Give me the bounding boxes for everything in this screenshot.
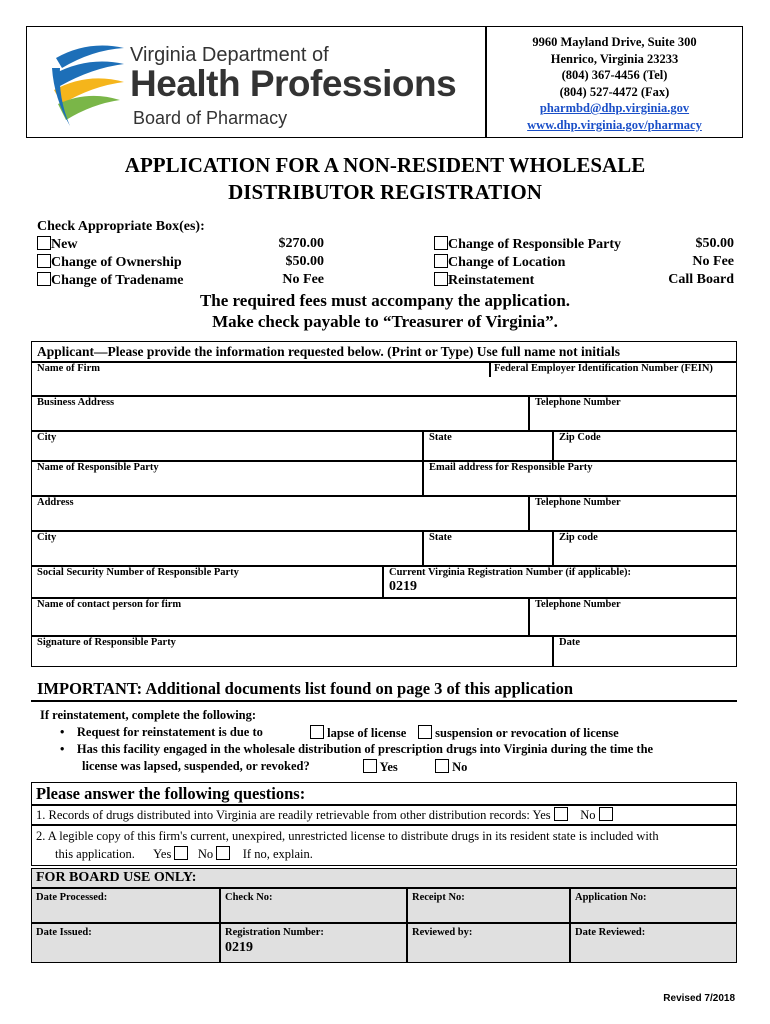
- field-responsible-party[interactable]: [32, 460, 422, 495]
- field-label: Signature of Responsible Party: [37, 637, 176, 648]
- fees-note: [0, 290, 770, 332]
- bullet-icon: •: [60, 742, 65, 756]
- option-label: Yes: [153, 847, 172, 861]
- title-line-2: DISTRIBUTOR REGISTRATION: [228, 180, 542, 204]
- field-signature[interactable]: [32, 635, 552, 666]
- field-state-1[interactable]: [424, 430, 552, 460]
- bullet-text: Has this facility engaged in the wholesale distribution of prescription drugs into Virginia during the time the: [76, 742, 654, 756]
- field-address[interactable]: [32, 495, 528, 530]
- option-change-location[interactable]: [434, 254, 565, 271]
- revised-date: Revised 7/2018: [663, 993, 735, 1004]
- applicant-form: [31, 341, 737, 667]
- fee-change-location: No Fee: [692, 254, 734, 269]
- field-date-reviewed[interactable]: Date Reviewed:: [575, 927, 646, 938]
- checkbox-no[interactable]: [216, 846, 230, 860]
- address-line: (804) 367-4456 (Tel): [561, 68, 668, 82]
- checkbox[interactable]: [434, 272, 448, 286]
- field-label: Business Address: [37, 397, 115, 408]
- reinstatement-heading: If reinstatement, complete the following:: [40, 708, 257, 722]
- field-name-of-firm[interactable]: [32, 361, 489, 395]
- fee-change-responsible-party: $50.00: [695, 236, 734, 251]
- option-label: New: [51, 237, 78, 252]
- question-2-cont: [55, 846, 313, 862]
- important-notice: IMPORTANT: Additional documents list found on page 3 of this application: [37, 679, 574, 698]
- field-label: State: [429, 432, 452, 443]
- field-label: Current Virginia Registration Number (if applicable):: [389, 567, 631, 578]
- field-state-2[interactable]: [424, 530, 552, 565]
- option-label: If no, explain.: [242, 847, 313, 861]
- logo-main-text: Health Professions: [130, 63, 457, 104]
- board-use-box: [31, 868, 737, 963]
- option-label: Reinstatement: [448, 273, 535, 288]
- option-reinstatement[interactable]: [434, 272, 534, 289]
- option-change-tradename[interactable]: [37, 272, 183, 289]
- field-telephone-2[interactable]: [530, 495, 736, 530]
- option-new[interactable]: [37, 236, 77, 253]
- field-label: Telephone Number: [535, 397, 621, 408]
- email-link[interactable]: pharmbd@dhp.virginia.gov: [539, 101, 690, 115]
- va-registration-value: 0219: [389, 579, 417, 594]
- field-date-issued[interactable]: Date Issued:: [36, 927, 92, 938]
- option-label: Change of Ownership: [51, 255, 182, 270]
- field-label: Social Security Number of Responsible Party: [37, 567, 239, 578]
- checkbox-no[interactable]: [599, 807, 613, 821]
- field-ssn[interactable]: [32, 565, 382, 597]
- field-label: Name of contact person for firm: [37, 599, 182, 610]
- reinstatement-bullet-2-cont: license was lapsed, suspended, or revoked?: [82, 759, 310, 773]
- fees-note-line-2: Make check payable to “Treasurer of Virginia”.: [212, 312, 558, 331]
- field-contact-person[interactable]: [32, 597, 528, 635]
- checkbox-yes[interactable]: [554, 807, 568, 821]
- applicant-heading: Applicant—Please provide the information requested below. (Print or Type) Use full name not initials: [37, 344, 620, 359]
- reinstatement-bullet-2: [60, 742, 653, 757]
- field-date-processed[interactable]: Date Processed:: [36, 892, 108, 903]
- checkbox[interactable]: [37, 272, 51, 286]
- field-label: State: [429, 532, 452, 543]
- field-label: Address: [37, 497, 74, 508]
- field-business-address[interactable]: [32, 395, 528, 430]
- field-receipt-no[interactable]: Receipt No:: [412, 892, 465, 903]
- field-zip-2[interactable]: [554, 530, 736, 565]
- reinstatement-bullet-1: [60, 725, 263, 740]
- field-city-2[interactable]: [32, 530, 422, 565]
- field-telephone-1[interactable]: [530, 395, 736, 430]
- divider: [31, 700, 737, 702]
- title-line-1: APPLICATION FOR A NON-RESIDENT WHOLESALE: [124, 153, 646, 177]
- field-label: Email address for Responsible Party: [429, 462, 593, 473]
- dhp-logo-icon: [48, 38, 128, 132]
- question-1: [36, 807, 613, 823]
- field-reviewed-by[interactable]: Reviewed by:: [412, 927, 473, 938]
- option-yes[interactable]: [363, 759, 398, 775]
- questions-heading: Please answer the following questions:: [36, 784, 306, 803]
- address-line: Henrico, Virginia 23233: [550, 51, 679, 66]
- logo-sub-text: Board of Pharmacy: [133, 108, 288, 128]
- option-label: No: [197, 847, 214, 861]
- field-label: Federal Employer Identification Number (FEIN): [494, 363, 713, 374]
- field-label: Registration Number:: [225, 927, 324, 938]
- page-title: [0, 152, 770, 206]
- option-label: Yes: [379, 760, 398, 774]
- fee-change-ownership: $50.00: [285, 254, 324, 269]
- field-registration-number[interactable]: [221, 924, 406, 959]
- field-application-no[interactable]: Application No:: [575, 892, 647, 903]
- address-line: 9960 Mayland Drive, Suite 300: [532, 35, 697, 49]
- checkbox[interactable]: [434, 236, 448, 250]
- field-label: Telephone Number: [535, 497, 621, 508]
- field-date[interactable]: [554, 635, 736, 666]
- field-label: Telephone Number: [535, 599, 621, 610]
- checkbox[interactable]: [418, 725, 432, 739]
- question-text: this application.: [55, 847, 135, 861]
- bullet-icon: •: [60, 725, 65, 739]
- website-link[interactable]: www.dhp.virginia.gov/pharmacy: [527, 117, 702, 132]
- field-label: Zip code: [559, 532, 598, 543]
- logo-dept-text: Virginia Department of: [130, 44, 329, 66]
- check-heading: Check Appropriate Box(es):: [37, 219, 205, 234]
- question-2: 2. A legible copy of this firm's current, unexpired, unrestricted license to distribute drugs in its resident state is included with: [36, 829, 659, 843]
- field-label: Name of Firm: [37, 363, 100, 374]
- address-block: [487, 34, 742, 133]
- option-label: No: [580, 808, 596, 822]
- questions-box: [31, 782, 737, 866]
- option-no[interactable]: [435, 759, 467, 775]
- field-email-responsible-party[interactable]: [424, 460, 736, 495]
- question-text: 1. Records of drugs distributed into Virginia are readily retrievable from other distribution records: Yes: [36, 808, 551, 822]
- option-label: No: [452, 760, 468, 774]
- fee-new: $270.00: [278, 236, 324, 251]
- field-fein[interactable]: [489, 361, 736, 395]
- field-label: City: [37, 532, 57, 543]
- field-label: Date: [559, 637, 580, 648]
- option-change-responsible-party[interactable]: [434, 236, 621, 253]
- field-check-no[interactable]: Check No:: [225, 892, 273, 903]
- checkbox[interactable]: [37, 254, 51, 268]
- field-label: City: [37, 432, 57, 443]
- checkbox[interactable]: [435, 759, 449, 773]
- board-heading: FOR BOARD USE ONLY:: [36, 870, 197, 885]
- option-label: Change of Tradename: [51, 273, 184, 288]
- field-zip-1[interactable]: [554, 430, 736, 460]
- option-label: Change of Location: [448, 255, 566, 270]
- bullet-text: Request for reinstatement is due to: [76, 725, 263, 739]
- option-label: Change of Responsible Party: [448, 237, 622, 252]
- field-telephone-3[interactable]: [530, 597, 736, 635]
- fee-change-tradename: No Fee: [282, 272, 324, 287]
- registration-number-value: 0219: [225, 940, 253, 955]
- option-suspension[interactable]: [418, 725, 619, 741]
- option-lapse[interactable]: [310, 725, 406, 741]
- field-va-registration[interactable]: [384, 565, 736, 597]
- checkbox[interactable]: [37, 236, 51, 250]
- checkbox[interactable]: [434, 254, 448, 268]
- fees-note-line-1: The required fees must accompany the application.: [199, 291, 571, 310]
- field-label: Zip Code: [559, 432, 601, 443]
- checkbox-yes[interactable]: [174, 846, 188, 860]
- checkbox[interactable]: [310, 725, 324, 739]
- field-city-1[interactable]: [32, 430, 422, 460]
- fee-reinstatement: Call Board: [668, 272, 734, 287]
- checkbox[interactable]: [363, 759, 377, 773]
- option-label: suspension or revocation of license: [435, 726, 619, 740]
- divider: [32, 824, 736, 826]
- option-label: lapse of license: [327, 726, 407, 740]
- address-line: (804) 527-4472 (Fax): [559, 84, 670, 99]
- option-change-ownership[interactable]: [37, 254, 182, 271]
- field-label: Name of Responsible Party: [37, 462, 159, 473]
- divider: [32, 804, 736, 806]
